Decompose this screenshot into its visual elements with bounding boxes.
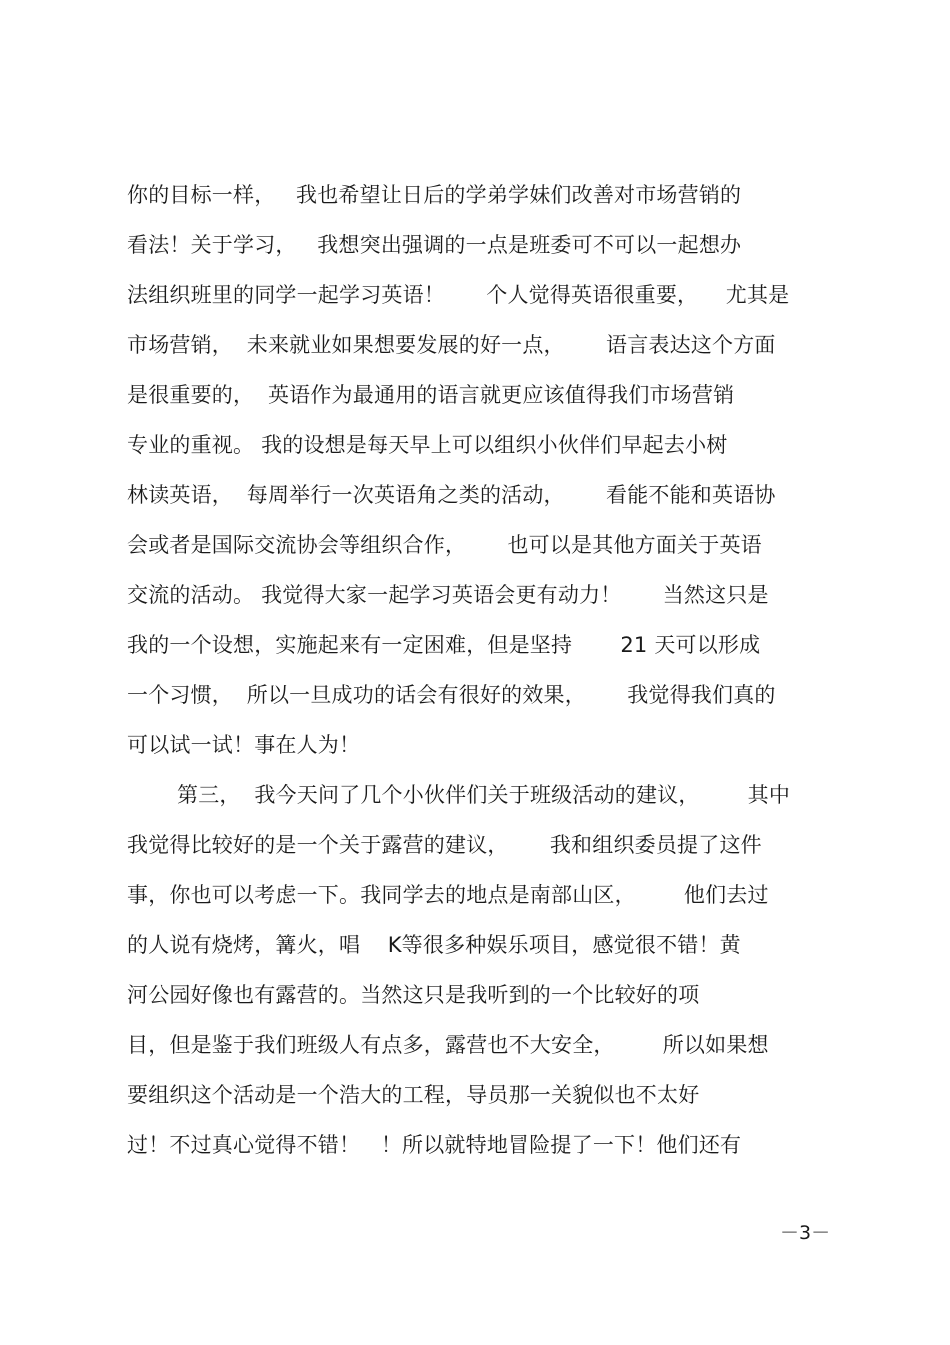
text-line: 看法！关于学习， 我想突出强调的一点是班委可不可以一起想办 xyxy=(127,233,742,257)
text-line: 会或者是国际交流协会等组织合作， 也可以是其他方面关于英语 xyxy=(127,533,762,557)
text-line: 交流的活动。 我觉得大家一起学习英语会更有动力！ 当然这只是 xyxy=(127,583,769,607)
text-line: 过！不过真心觉得不错！ ！所以就特地冒险提了一下！他们还有 xyxy=(127,1133,742,1157)
page-number: －3－ xyxy=(780,1222,831,1244)
text-line: 可以试一试！事在人为！ xyxy=(127,733,361,757)
text-line: 林读英语， 每周举行一次英语角之类的活动， 看能不能和英语协 xyxy=(127,483,776,507)
text-line: 我的一个设想，实施起来有一定困难，但是坚持 21 天可以形成 xyxy=(127,633,761,657)
text-line: 一个习惯， 所以一旦成功的话会有很好的效果， 我觉得我们真的 xyxy=(127,683,776,707)
text-line: 是很重要的， 英语作为最通用的语言就更应该值得我们市场营销 xyxy=(127,383,735,407)
text-line: 河公园好像也有露营的。当然这只是我听到的一个比较好的项 xyxy=(127,983,700,1007)
text-line: 你的目标一样， 我也希望让日后的学弟学妹们改善对市场营销的 xyxy=(127,183,742,207)
body-text xyxy=(127,170,827,1170)
text-line: 法组织班里的同学一起学习英语！ 个人觉得英语很重要， 尤其是 xyxy=(127,283,790,307)
text-line: 事，你也可以考虑一下。我同学去的地点是南部山区， 他们去过 xyxy=(127,883,769,907)
text-line: 我觉得比较好的是一个关于露营的建议， 我和组织委员提了这件 xyxy=(127,833,762,857)
text-line: 的人说有烧烤，篝火，唱 K等很多种娱乐项目，感觉很不错！黄 xyxy=(127,933,741,957)
text-line: 市场营销， 未来就业如果想要发展的好一点， 语言表达这个方面 xyxy=(127,333,776,357)
text-line: 专业的重视。 我的设想是每天早上可以组织小伙伴们早起去小树 xyxy=(127,433,728,457)
text-line: 第三， 我今天问了几个小伙伴们关于班级活动的建议， 其中 xyxy=(177,783,791,807)
text-line: 目，但是鉴于我们班级人有点多，露营也不大安全， 所以如果想 xyxy=(127,1033,769,1057)
text-line: 要组织这个活动是一个浩大的工程，导员那一关貌似也不太好 xyxy=(127,1083,700,1107)
